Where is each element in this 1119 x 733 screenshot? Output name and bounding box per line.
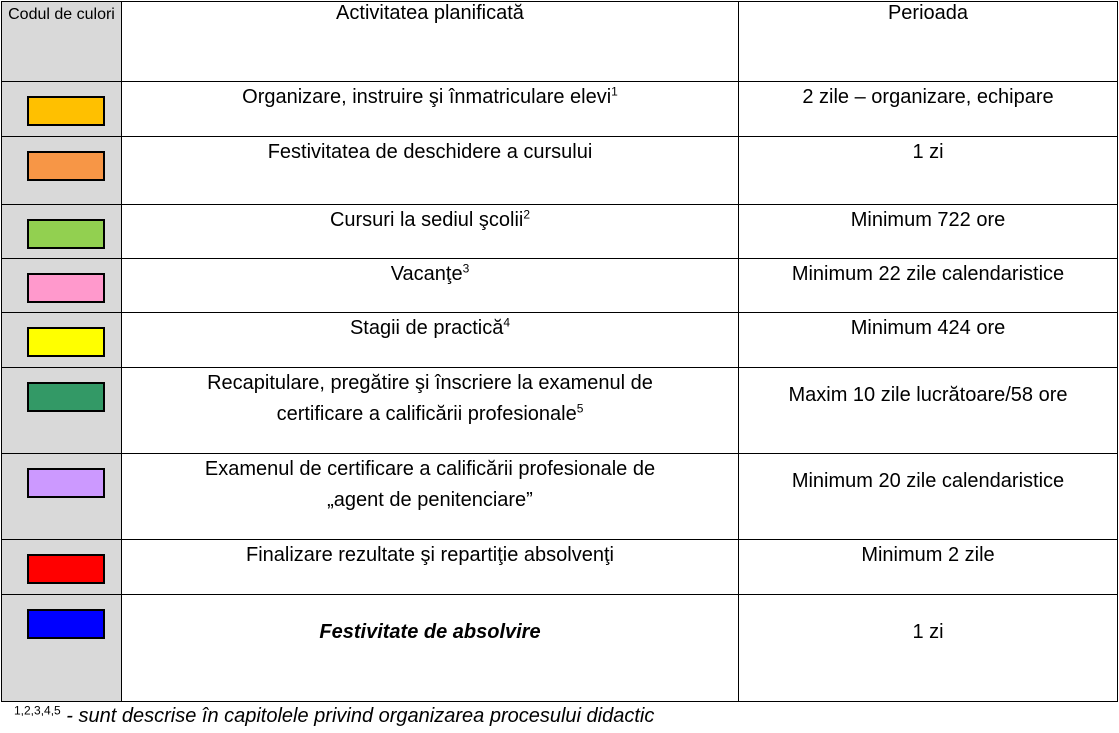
period-cell: Minimum 424 ore — [739, 313, 1118, 368]
activity-cell — [122, 137, 739, 205]
color-code-cell — [2, 82, 122, 137]
activity-cell — [122, 205, 739, 259]
table-row — [2, 454, 1118, 540]
period-cell: Maxim 10 zile lucrătoare/58 ore — [739, 368, 1118, 454]
activity-text-line1: Examenul de certificare a calificării profesionale de — [204, 458, 656, 480]
activity-text-line2: „agent de penitenciare” — [327, 489, 533, 511]
table-row — [2, 313, 1118, 368]
table-row — [2, 259, 1118, 313]
activity-text: Vacanţe — [390, 263, 463, 285]
period-cell: Minimum 722 ore — [739, 205, 1118, 259]
activity-text: Organizare, instruire şi înmatriculare elevi — [242, 86, 612, 108]
table-row — [2, 205, 1118, 259]
activity-cell — [122, 595, 739, 702]
color-swatch — [27, 382, 105, 412]
period-cell: 1 zi — [739, 595, 1118, 702]
table-header-row — [2, 2, 1118, 82]
footnote-ref: 4 — [503, 315, 511, 330]
activity-text: Cursuri la sediul şcolii — [329, 209, 524, 231]
header-color-code: Codul de culori — [2, 2, 122, 82]
activity-text: Festivitate de absolvire — [319, 621, 541, 643]
activity-cell — [122, 82, 739, 137]
color-code-cell — [2, 540, 122, 595]
table-row — [2, 82, 1118, 137]
table-row — [2, 368, 1118, 454]
footnote-text: - sunt descrise în capitolele privind organizarea procesului didactic — [60, 705, 655, 727]
activity-text-line1: Recapitulare, pregătire şi înscriere la examenul de — [207, 372, 653, 394]
color-swatch — [27, 468, 105, 498]
table-row — [2, 137, 1118, 205]
header-period: Perioada — [739, 2, 1118, 82]
activity-text: Finalizare rezultate şi repartiţie absolvenţi — [246, 544, 614, 566]
color-swatch — [27, 327, 105, 357]
table-row — [2, 595, 1118, 702]
activity-cell — [122, 313, 739, 368]
color-swatch — [27, 609, 105, 639]
color-code-cell — [2, 137, 122, 205]
color-swatch — [27, 96, 105, 126]
color-code-cell — [2, 313, 122, 368]
color-code-cell — [2, 595, 122, 702]
period-cell: Minimum 20 zile calendaristice — [739, 454, 1118, 540]
period-cell: 2 zile – organizare, echipare — [739, 82, 1118, 137]
footnote-ref: 2 — [523, 207, 531, 222]
activity-cell — [122, 540, 739, 595]
footnote-ref: 1 — [611, 84, 618, 99]
header-activity: Activitatea planificată — [122, 2, 739, 82]
color-code-cell — [2, 454, 122, 540]
color-swatch — [27, 554, 105, 584]
color-code-cell — [2, 368, 122, 454]
activity-text: Festivitatea de deschidere a cursului — [267, 141, 593, 163]
activity-cell — [122, 454, 739, 540]
period-cell: Minimum 22 zile calendaristice — [739, 259, 1118, 313]
period-cell: 1 zi — [739, 137, 1118, 205]
color-swatch — [27, 151, 105, 181]
color-swatch — [27, 273, 105, 303]
activity-cell — [122, 368, 739, 454]
period-cell: Minimum 2 zile — [739, 540, 1118, 595]
activity-text-line2: certificare a calificării profesionale — [276, 403, 577, 425]
footnote-marks: 1,2,3,4,5 — [14, 703, 61, 718]
footnote-ref: 5 — [576, 401, 584, 416]
footnote-ref: 3 — [462, 261, 470, 276]
planned-activities-table — [1, 1, 1118, 702]
activity-cell — [122, 259, 739, 313]
activity-text: Stagii de practică — [349, 317, 504, 339]
table-row — [2, 540, 1118, 595]
color-swatch — [27, 219, 105, 249]
color-code-cell — [2, 205, 122, 259]
footnote — [14, 705, 654, 728]
color-code-cell — [2, 259, 122, 313]
